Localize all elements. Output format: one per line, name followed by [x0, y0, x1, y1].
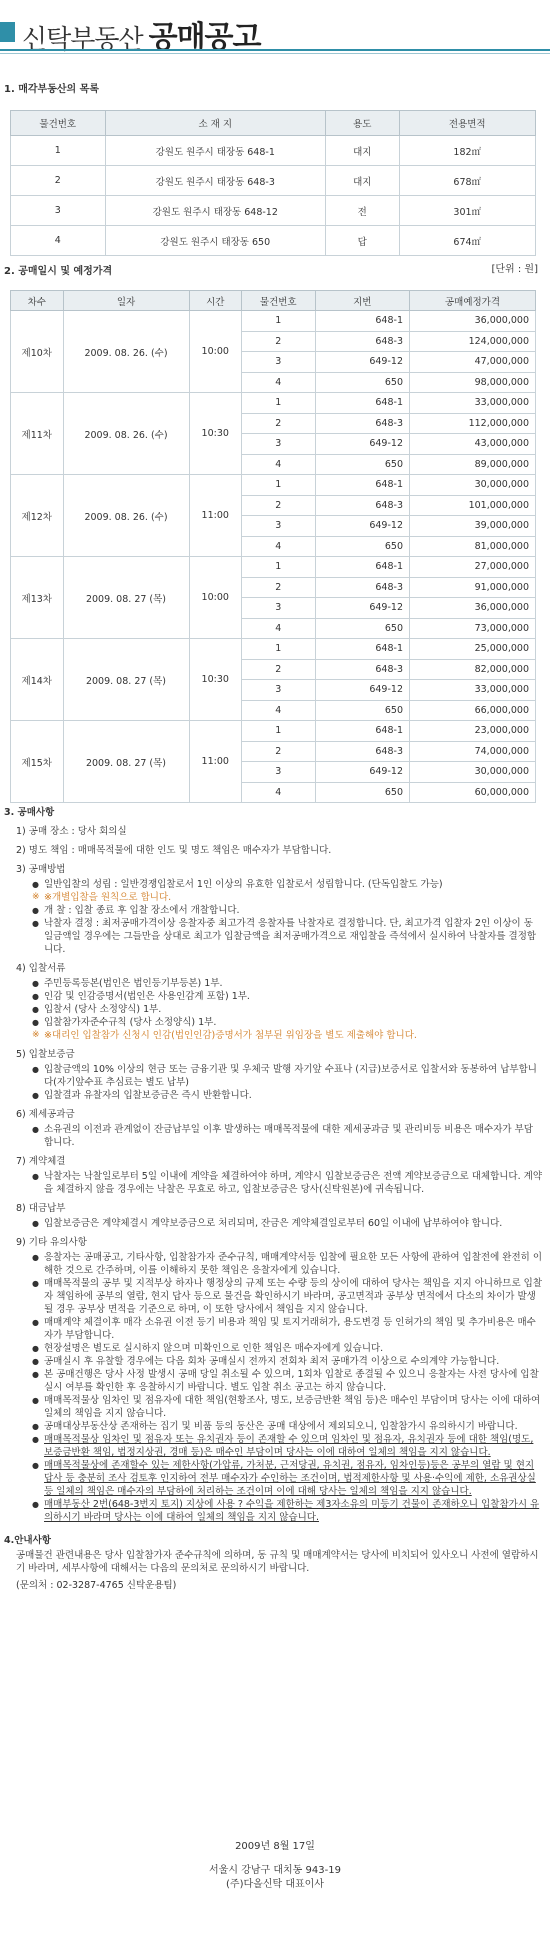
item-number: 4	[242, 700, 316, 721]
list-item: ● 본 공매건행은 당사 사정 발생시 공매 당일 취소될 수 있으며, 1회차 입찰로 종결될 수 있으니 응찰자는 사전 당사에 입찰 실시 여부를 확인한 후 응찰하시기 바랍니다. 별도 입찰 취소 공고는 하지 않습니다.	[32, 1368, 542, 1394]
lot-number: 648-1	[315, 639, 410, 660]
s2: 2) 명도 책임 : 매매목적물에 대한 인도 및 명도 책임은 매수자가 부담합니다.	[16, 845, 332, 856]
item-number: 4	[242, 454, 316, 475]
footer	[0, 1840, 550, 1892]
section-2-title: 2. 공매일시 및 예정가격	[4, 266, 113, 277]
table-header-cell: 전용면적	[399, 111, 536, 136]
auction-price: 101,000,000	[410, 495, 536, 516]
list-item: ● 낙찰자 결정 : 최저공매가격이상 응찰자중 최고가격 응찰자를 낙찰자로 결정합니다. 단, 최고가격 입찰자 2인 이상이 동일금액일 경우에는 그들만을 상대로 최고가 입찰금액을 최저공매가격으로 재입찰을 즉석에서 실시하여 낙찰자를 결정합니다.	[32, 917, 542, 956]
lot-number: 648-1	[315, 721, 410, 742]
lot-number: 649-12	[315, 680, 410, 701]
round-date: 2009. 08. 26. (수)	[63, 475, 189, 557]
auction-price: 60,000,000	[410, 782, 536, 803]
table-row	[11, 166, 536, 196]
auction-price: 30,000,000	[410, 762, 536, 783]
table-cell: 강원도 원주시 태장동 648-12	[105, 196, 326, 226]
list-item: ● 입찰금액의 10% 이상의 현금 또는 금융기관 및 우체국 발행 자기앞 수표나 (지급)보증서로 입찰서와 동봉하여 납부합니다(자기앞수표 추심료는 별도 납부)	[32, 1063, 542, 1089]
auction-price: 27,000,000	[410, 557, 536, 578]
auction-price: 36,000,000	[410, 311, 536, 332]
item-number: 2	[242, 413, 316, 434]
table-row	[11, 721, 536, 742]
list-item: ※ ※대리인 입찰참가 신청시 인감(법인인감)증명서가 첨부된 위임장을 별도 제출해야 합니다.	[32, 1029, 542, 1042]
s6: 6) 제세공과금	[16, 1109, 75, 1120]
lot-number: 650	[315, 700, 410, 721]
list-item: ● 입찰보증금은 계약체결시 계약보증금으로 처리되며, 잔금은 계약체결일로부터 60일 이내에 납부하여야 합니다.	[32, 1217, 542, 1230]
auction-price: 112,000,000	[410, 413, 536, 434]
lot-number: 649-12	[315, 762, 410, 783]
auction-price: 73,000,000	[410, 618, 536, 639]
table-row	[11, 639, 536, 660]
list-item: ● 낙찰자는 낙찰일로부터 5일 이내에 계약을 체결하여야 하며, 계약시 입찰보증금은 전액 계약보증금으로 대체합니다. 계약을 체결하지 않을 경우에는 낙찰은 무효로 하고, 입찰보증금은 당사(신탁원본)에 귀속됩니다.	[32, 1170, 542, 1196]
table-cell: 강원도 원주시 태장동 650	[105, 226, 326, 256]
item-number: 1	[242, 311, 316, 332]
item-number: 2	[242, 659, 316, 680]
footer-address: 서울시 강남구 대치동 943-19	[209, 1865, 341, 1876]
lot-number: 649-12	[315, 434, 410, 455]
lot-number: 648-3	[315, 741, 410, 762]
item-number: 3	[242, 762, 316, 783]
table-header-cell: 물건번호	[242, 291, 316, 311]
list-item: ● 매매목적물상 임차인 및 점유자에 대한 책임(현황조사, 명도, 보증금반환 책임 등)은 매수인 부담이며 당사는 이에 대하여 일체의 책임을 지지 않습니다.	[32, 1394, 542, 1420]
item-number: 3	[242, 434, 316, 455]
lot-number: 648-3	[315, 331, 410, 352]
auction-price: 23,000,000	[410, 721, 536, 742]
item-number: 3	[242, 352, 316, 373]
auction-price: 89,000,000	[410, 454, 536, 475]
list-item: ● 개 찰 : 입찰 종료 후 입찰 장소에서 개찰합니다.	[32, 904, 542, 917]
section-3-title: 3. 공매사항	[4, 807, 55, 818]
header-divider-thin	[0, 53, 550, 54]
section-3	[4, 806, 542, 1596]
list-item: ● 매매목적물상에 존재할수 있는 제한사항(가압류, 가처분, 근저당권, 유치권, 점유자, 임차인등)등은 공부의 열람 및 현지답사 등 충분히 조사 검토후 인지하여 전부 매수자가 수인하는 조건이며, 법적제한사항 및 사용·수익에 제한, 소유권상실 등 일체의 책임은 매수자의 부담하에 처리하는 조건이며 이에 대해 당사는 일체의 책임을 지지 않습니다.	[32, 1459, 542, 1498]
table-cell: 답	[326, 226, 400, 256]
table-cell: 4	[11, 226, 106, 256]
auction-price: 30,000,000	[410, 475, 536, 496]
s5-list	[4, 1063, 542, 1102]
auction-price: 81,000,000	[410, 536, 536, 557]
s9: 9) 기타 유의사항	[16, 1237, 87, 1248]
item-number: 4	[242, 536, 316, 557]
lot-number: 650	[315, 782, 410, 803]
auction-schedule-table	[10, 290, 536, 803]
s8: 8) 대금납부	[16, 1203, 66, 1214]
round-round: 제11차	[11, 393, 64, 475]
round-time: 11:00	[189, 475, 242, 557]
section-4-contact: (문의처 : 02-3287-4765 신탁운용팀)	[16, 1580, 177, 1591]
auction-price: 91,000,000	[410, 577, 536, 598]
table-row	[11, 475, 536, 496]
s9-list	[4, 1251, 542, 1524]
list-item: ● 입찰참가자준수규칙 (당사 소정양식) 1부.	[32, 1016, 542, 1029]
list-item: ● 입찰서 (당사 소정양식) 1부.	[32, 1003, 542, 1016]
item-number: 2	[242, 495, 316, 516]
round-time: 10:30	[189, 639, 242, 721]
table-row	[11, 311, 536, 332]
table-cell: 2	[11, 166, 106, 196]
item-number: 1	[242, 721, 316, 742]
list-item: ● 입찰결과 유찰자의 입찰보증금은 즉시 반환합니다.	[32, 1089, 542, 1102]
lot-number: 650	[315, 618, 410, 639]
s6-list	[4, 1123, 542, 1149]
property-list-table	[10, 110, 536, 256]
table-row	[11, 226, 536, 256]
s4: 4) 입찰서류	[16, 963, 66, 974]
round-date: 2009. 08. 27 (목)	[63, 639, 189, 721]
lot-number: 648-3	[315, 413, 410, 434]
section-4-body: 공매물건 관련내용은 당사 입찰참가자 준수규칙에 의하며, 동 규칙 및 매매계약서는 당사에 비치되어 있사오니 사전에 열람하시기 바라며, 세부사항에 대해서는 다음의 문의처로 문의하시기 바랍니다.	[16, 1550, 539, 1574]
s4-list	[4, 977, 542, 1042]
item-number: 1	[242, 557, 316, 578]
auction-price: 66,000,000	[410, 700, 536, 721]
item-number: 2	[242, 331, 316, 352]
auction-price: 25,000,000	[410, 639, 536, 660]
lot-number: 650	[315, 372, 410, 393]
item-number: 3	[242, 516, 316, 537]
item-number: 2	[242, 577, 316, 598]
table-cell: 대지	[326, 166, 400, 196]
lot-number: 649-12	[315, 516, 410, 537]
list-item: ● 주민등록등본(법인은 법인등기부등본) 1부.	[32, 977, 542, 990]
auction-price: 36,000,000	[410, 598, 536, 619]
round-time: 10:00	[189, 557, 242, 639]
table-row	[11, 136, 536, 166]
table-cell: 대지	[326, 136, 400, 166]
lot-number: 650	[315, 454, 410, 475]
list-item: ● 현장설명은 별도로 실시하지 않으며 미확인으로 인한 책임은 매수자에게 있습니다.	[32, 1342, 542, 1355]
item-number: 4	[242, 782, 316, 803]
lot-number: 650	[315, 536, 410, 557]
list-item: ● 일반입찰의 성립 : 일반경쟁입찰로서 1인 이상의 유효한 입찰로서 성립합니다. (단독입찰도 가능)	[32, 878, 542, 891]
table-cell: 3	[11, 196, 106, 226]
round-round: 제13차	[11, 557, 64, 639]
auction-price: 39,000,000	[410, 516, 536, 537]
list-item: ● 매매목적물상 임차인 및 점유자 또는 유치권자 등이 존재할 수 있으며 임차인 및 점유자, 유치권자 등에 대한 책임(명도, 보증금반환 책임, 법정지상권, 경매 등)은 매수인 부담이며 당사는 이에 대하여 일체의 책임을 지지 않습니다.	[32, 1433, 542, 1459]
list-item: ● 소유권의 이전과 관계없이 잔금납부일 이후 발생하는 매매목적물에 대한 제세공과금 및 관리비등 비용은 매수자가 부담합니다.	[32, 1123, 542, 1149]
round-round: 제15차	[11, 721, 64, 803]
footer-company: (주)다올신탁 대표이사	[226, 1879, 324, 1890]
table-header-cell: 일자	[63, 291, 189, 311]
list-item: ● 인감 및 인감증명서(법인은 사용인감계 포함) 1부.	[32, 990, 542, 1003]
item-number: 1	[242, 393, 316, 414]
table-row	[11, 557, 536, 578]
auction-price: 33,000,000	[410, 680, 536, 701]
table-header-cell: 물건번호	[11, 111, 106, 136]
item-number: 1	[242, 639, 316, 660]
header-divider	[0, 49, 550, 51]
table-cell: 182㎡	[399, 136, 536, 166]
lot-number: 648-3	[315, 659, 410, 680]
auction-price: 47,000,000	[410, 352, 536, 373]
table-header-cell: 공매예정가격	[410, 291, 536, 311]
list-item: ● 공매대상부동산상 존재하는 집기 및 비품 등의 동산은 공매 대상에서 제외되오니, 입찰참가시 유의하시기 바랍니다.	[32, 1420, 542, 1433]
round-round: 제10차	[11, 311, 64, 393]
s8-list	[4, 1217, 542, 1230]
round-date: 2009. 08. 27 (목)	[63, 721, 189, 803]
auction-price: 82,000,000	[410, 659, 536, 680]
s7-list	[4, 1170, 542, 1196]
table-cell: 전	[326, 196, 400, 226]
title-left: 신탁부동산	[22, 25, 143, 55]
lot-number: 649-12	[315, 598, 410, 619]
table-cell: 강원도 원주시 태장동 648-1	[105, 136, 326, 166]
s3-list	[4, 878, 542, 956]
table-header-cell: 시간	[189, 291, 242, 311]
table-row	[11, 196, 536, 226]
auction-price: 124,000,000	[410, 331, 536, 352]
table-header-cell: 차수	[11, 291, 64, 311]
s3: 3) 공매방법	[16, 864, 66, 875]
list-item: ※ ※개별입찰을 원칙으로 합니다.	[32, 891, 542, 904]
table-cell: 1	[11, 136, 106, 166]
list-item: ● 공매실시 후 유찰할 경우에는 다음 회차 공매실시 전까지 전회차 최저 공매가격 이상으로 수의계약 가능합니다.	[32, 1355, 542, 1368]
section-4-title: 4.안내사항	[4, 1535, 51, 1546]
table-cell: 674㎡	[399, 226, 536, 256]
table-header-cell: 용도	[326, 111, 400, 136]
title-accent-bar	[0, 22, 15, 42]
item-number: 2	[242, 741, 316, 762]
table-header-cell: 소 재 지	[105, 111, 326, 136]
lot-number: 648-1	[315, 311, 410, 332]
round-round: 제12차	[11, 475, 64, 557]
lot-number: 648-1	[315, 393, 410, 414]
list-item: ● 매매부동산 2번(648-3번지 토지) 지상에 사용 ? 수익을 제한하는 제3자소유의 미등기 건물이 존재하오니 입찰참가시 유의하시기 바라며 당사는 이에 대하여 일체의 책임을 지지 않습니다.	[32, 1498, 542, 1524]
round-round: 제14차	[11, 639, 64, 721]
item-number: 3	[242, 598, 316, 619]
table-cell: 678㎡	[399, 166, 536, 196]
s7: 7) 계약체결	[16, 1156, 66, 1167]
round-time: 11:00	[189, 721, 242, 803]
item-number: 3	[242, 680, 316, 701]
section-1-title: 1. 매각부동산의 목록	[4, 84, 99, 95]
table-cell: 301㎡	[399, 196, 536, 226]
table-cell: 강원도 원주시 태장동 648-3	[105, 166, 326, 196]
list-item: ● 매매목적물의 공부 및 지적부상 하자나 행정상의 규제 또는 수량 등의 상이에 대하여 당사는 책임을 지지 아니하므로 입찰자 책임하에 공부의 열람, 현지 답사 등으로 물건을 확인하시기 바라며, 공고면적과 공부상 면적에서 다소의 차이가 발생될 경우 공부상 면적을 기준으로 하며, 이 또한 당사에서 책임을 지지 않습니다.	[32, 1277, 542, 1316]
auction-price: 33,000,000	[410, 393, 536, 414]
list-item: ● 매매계약 체결이후 매각 소유권 이전 등기 비용과 책임 및 토지거래허가, 용도변경 등 인허가의 책임 및 추가비용은 매수자가 부담합니다.	[32, 1316, 542, 1342]
lot-number: 648-1	[315, 557, 410, 578]
lot-number: 648-3	[315, 495, 410, 516]
footer-date: 2009년 8월 17일	[235, 1841, 315, 1852]
table-row	[11, 393, 536, 414]
round-date: 2009. 08. 27 (목)	[63, 557, 189, 639]
round-date: 2009. 08. 26. (수)	[63, 311, 189, 393]
round-date: 2009. 08. 26. (수)	[63, 393, 189, 475]
lot-number: 648-1	[315, 475, 410, 496]
item-number: 4	[242, 372, 316, 393]
s5: 5) 입찰보증금	[16, 1049, 75, 1060]
item-number: 1	[242, 475, 316, 496]
lot-number: 648-3	[315, 577, 410, 598]
title-right: 공매공고	[148, 20, 261, 55]
auction-price: 98,000,000	[410, 372, 536, 393]
round-time: 10:00	[189, 311, 242, 393]
page-header	[0, 0, 550, 62]
s1: 1) 공매 장소 : 당사 회의실	[16, 826, 127, 837]
round-time: 10:30	[189, 393, 242, 475]
auction-price: 43,000,000	[410, 434, 536, 455]
item-number: 4	[242, 618, 316, 639]
unit-label: [단위 : 원]	[491, 264, 538, 275]
list-item: ● 응찰자는 공매공고, 기타사항, 입찰참가자 준수규칙, 매매계약서등 입찰에 필요한 모든 사항에 관하여 입찰전에 완전히 이해한 것으로 간주하며, 이를 이해하지 못한 책임은 응찰자에게 있습니다.	[32, 1251, 542, 1277]
table-header-cell: 지번	[315, 291, 410, 311]
auction-price: 74,000,000	[410, 741, 536, 762]
lot-number: 649-12	[315, 352, 410, 373]
